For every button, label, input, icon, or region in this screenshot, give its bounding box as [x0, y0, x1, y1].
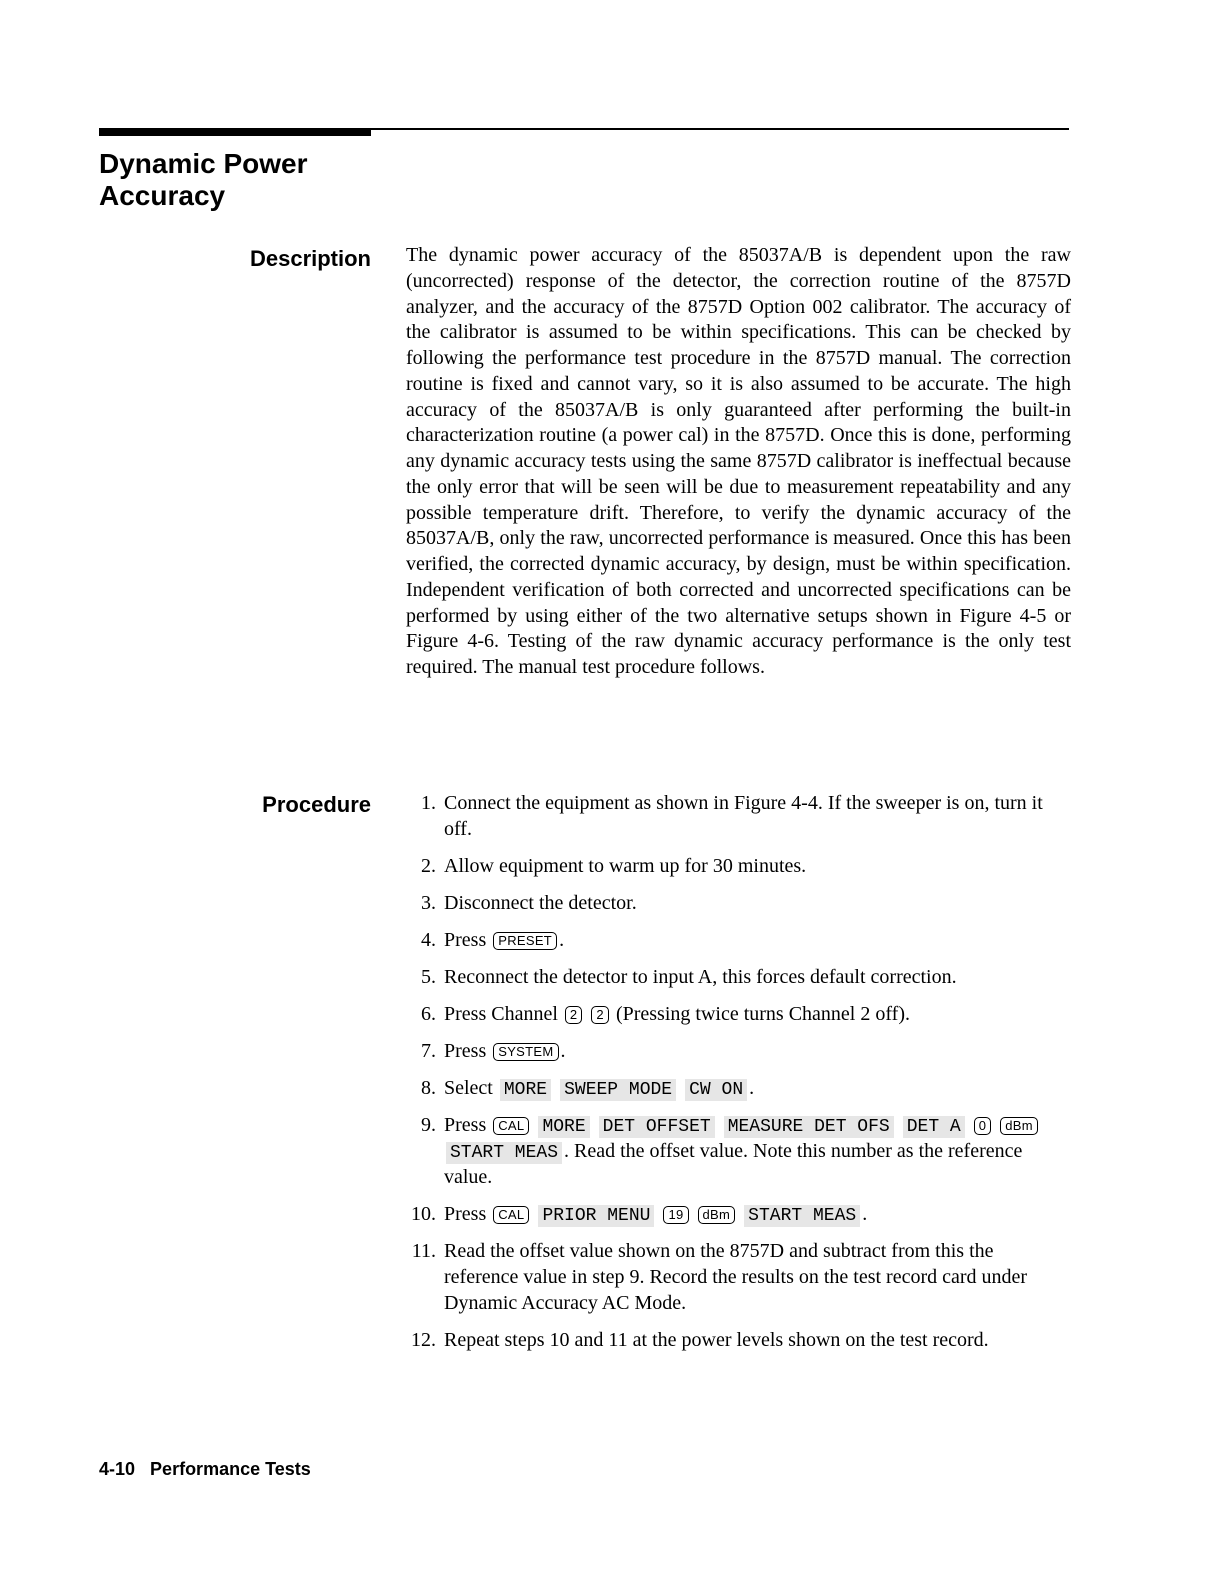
step-number: 10.	[411, 1203, 436, 1225]
procedure-heading: Procedure	[262, 792, 371, 817]
procedure-step	[406, 964, 1071, 990]
procedure-step	[406, 890, 1071, 916]
step-text: Select	[444, 1077, 493, 1099]
step-text: Press Channel	[444, 1003, 558, 1025]
step-number: 8.	[421, 1077, 436, 1099]
channel-2-key: 2	[591, 1006, 609, 1024]
step-number: 11.	[411, 1240, 436, 1262]
description-heading: Description	[249, 246, 371, 271]
step-number: 3.	[421, 892, 436, 914]
softkey-det-a: DET A	[903, 1116, 965, 1138]
procedure-step	[406, 927, 1071, 953]
step-text: Allow equipment to warm up for 30 minutes.	[444, 855, 807, 877]
softkey-cw-on: CW ON	[685, 1079, 747, 1101]
step-text: Press	[444, 1040, 487, 1062]
step-number: 12.	[411, 1329, 436, 1351]
step-number: 6.	[421, 1003, 436, 1025]
step-number: 5.	[421, 966, 436, 988]
step-text: Read the offset value shown on the 8757D and subtract from this the reference value in step 9. Record the results on the test record card under Dynamic Accuracy AC Mode.	[444, 1240, 1028, 1314]
cal-key: CAL	[493, 1117, 529, 1135]
procedure-step	[406, 790, 1071, 842]
step-number: 2.	[421, 855, 436, 877]
channel-2-key: 2	[565, 1006, 583, 1024]
procedure-step	[406, 1201, 1071, 1227]
step-text-end: . Read the offset value. Note this number as the reference value.	[444, 1140, 1023, 1188]
header-rule-accent	[99, 128, 371, 136]
step-text-end: .	[862, 1203, 868, 1225]
step-text-end: .	[559, 929, 565, 951]
softkey-sweep-mode: SWEEP MODE	[560, 1079, 676, 1101]
softkey-det-offset: DET OFFSET	[599, 1116, 715, 1138]
zero-key: 0	[974, 1117, 992, 1135]
step-text: Disconnect the detector.	[444, 892, 637, 914]
step-text: Press	[444, 1203, 487, 1225]
step-number: 4.	[421, 929, 436, 951]
softkey-start-meas: START MEAS	[744, 1205, 860, 1227]
procedure-step	[406, 1238, 1071, 1316]
procedure-step	[406, 1327, 1071, 1353]
procedure-step	[406, 1112, 1071, 1190]
procedure-step	[406, 1075, 1071, 1101]
footer-page-number: 4-10	[99, 1459, 136, 1479]
step-number: 7.	[421, 1040, 436, 1062]
step-number: 9.	[421, 1114, 436, 1136]
softkey-measure-det-ofs: MEASURE DET OFS	[724, 1116, 894, 1138]
procedure-steps	[406, 790, 1071, 1364]
step-text-end: (Pressing twice turns Channel 2 off).	[615, 1003, 910, 1025]
section-title-line1: Dynamic Power	[99, 148, 308, 179]
softkey-start-meas: START MEAS	[446, 1142, 562, 1164]
system-key: SYSTEM	[493, 1043, 558, 1061]
nineteen-key: 19	[663, 1206, 688, 1224]
step-number: 1.	[421, 792, 436, 814]
softkey-more: MORE	[500, 1079, 551, 1101]
page-footer	[99, 1458, 311, 1480]
dbm-key: dBm	[1000, 1117, 1038, 1135]
cal-key: CAL	[493, 1206, 529, 1224]
preset-key: PRESET	[493, 932, 557, 950]
section-title	[99, 148, 308, 212]
procedure-step	[406, 853, 1071, 879]
step-text: Connect the equipment as shown in Figure 4-4. If the sweeper is on, turn it off.	[444, 792, 1043, 840]
description-paragraph: The dynamic power accuracy of the 85037A/B is dependent upon the raw (uncorrected) response of the detector, the correction routine of the 8757D analyzer, and the accuracy of the 8757D Option 002 calibrator. The accuracy of the calibrator is assumed to be within specifications. This can be checked by following the performance test procedure in the 8757D manual. The correction routine is fixed and cannot vary, so it is also assumed to be accurate. The high accuracy of the 85037A/B is only guaranteed after performing the built-in characterization routine (a power cal) in the 8757D. Once this is done, performing any dynamic accuracy tests using the same 8757D calibrator is ineffectual because the only error that will be seen will be due to measurement repeatability and any possible temperature drift. Therefore, to verify the dynamic accuracy of the 85037A/B, only the raw, uncorrected performance is measured. Once this has been verified, the corrected dynamic accuracy, by design, must be within specification. Independent verification of both corrected and uncorrected specifications can be performed by using either of the two alternative setups shown in Figure 4-5 or Figure 4-6. Testing of the raw dynamic accuracy performance is the only test required. The manual test procedure follows.	[406, 244, 1071, 678]
step-text: Press	[444, 1114, 487, 1136]
section-title-line2: Accuracy	[99, 180, 226, 211]
softkey-prior-menu: PRIOR MENU	[538, 1205, 654, 1227]
footer-chapter: Performance Tests	[150, 1459, 311, 1479]
dbm-key: dBm	[698, 1206, 736, 1224]
step-text: Press	[444, 929, 487, 951]
softkey-more: MORE	[538, 1116, 589, 1138]
step-text-end: .	[560, 1040, 566, 1062]
step-text-end: .	[749, 1077, 755, 1099]
step-text: Repeat steps 10 and 11 at the power levels shown on the test record.	[444, 1329, 989, 1351]
procedure-step	[406, 1001, 1071, 1027]
step-text: Reconnect the detector to input A, this forces default correction.	[444, 966, 957, 988]
procedure-step	[406, 1038, 1071, 1064]
